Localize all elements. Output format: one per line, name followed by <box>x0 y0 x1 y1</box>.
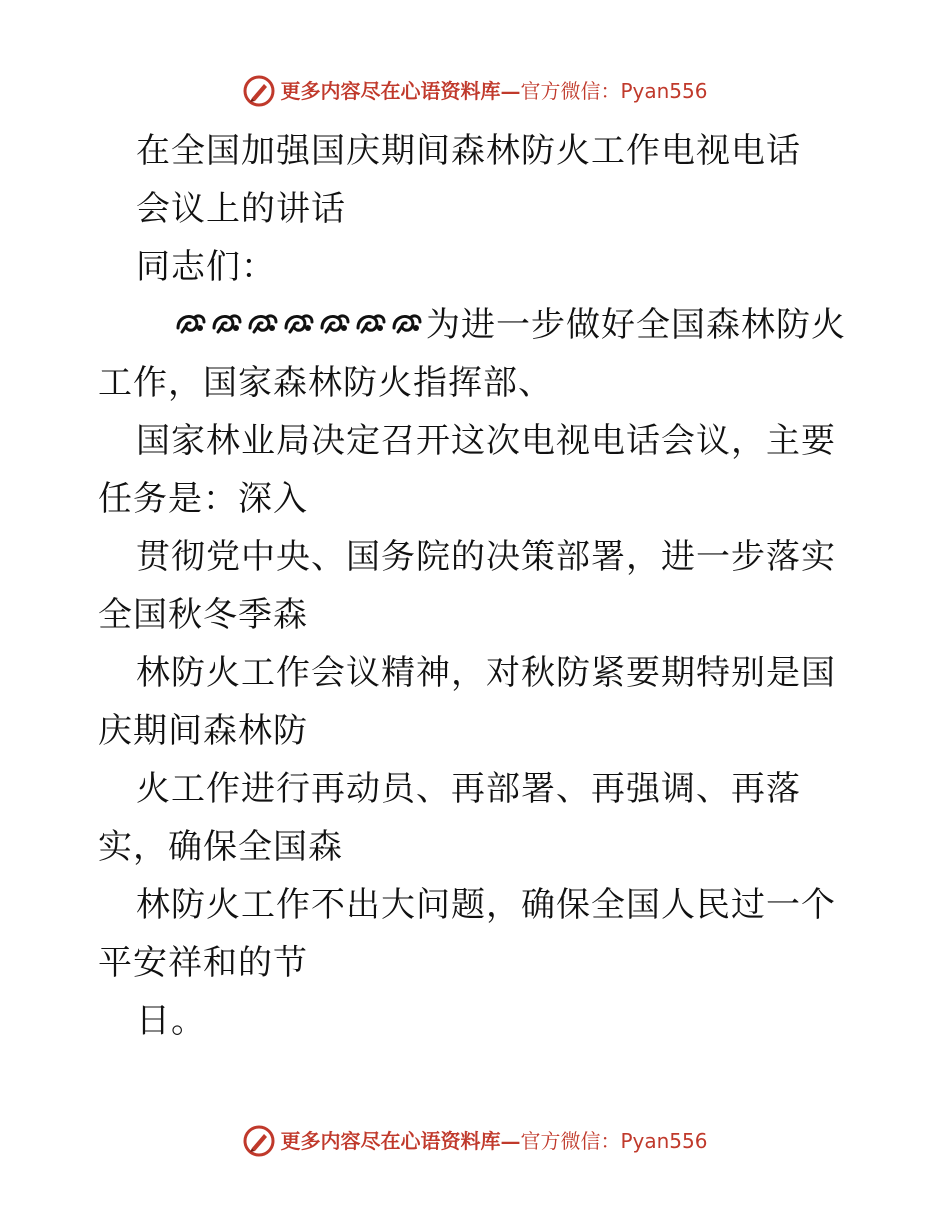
banner-sub-text: 官方微信：Pyan556 <box>520 1129 708 1153</box>
pen-logo-icon <box>242 1124 276 1158</box>
banner-sub-text: 官方微信：Pyan556 <box>520 79 708 103</box>
fleuron-icon <box>390 306 424 340</box>
banner-main-text: 更多内容尽在心语资料库— <box>280 1129 521 1153</box>
paragraph-1-text: 为进一步做好全国森林防火工作，国家森林防火指挥部、 <box>98 305 846 403</box>
fleuron-ornaments <box>136 296 426 354</box>
paragraph-7: 日。 <box>136 1001 206 1041</box>
footer-banner <box>0 1124 950 1158</box>
fleuron-icon <box>354 306 388 340</box>
paragraph-3: 贯彻党中央、国务院的决策部署，进一步落实全国秋冬季森 <box>98 537 836 635</box>
title-line-2: 会议上的讲话 <box>136 189 346 229</box>
salutation: 同志们： <box>136 247 276 287</box>
title-line-1: 在全国加强国庆期间森林防火工作电视电话 <box>136 131 801 171</box>
fleuron-icon <box>318 306 352 340</box>
paragraph-4: 林防火工作会议精神，对秋防紧要期特别是国庆期间森林防 <box>98 653 836 751</box>
document-body <box>98 122 868 1050</box>
fleuron-icon <box>282 306 316 340</box>
banner-main-text: 更多内容尽在心语资料库— <box>280 79 521 103</box>
fleuron-icon <box>174 306 208 340</box>
header-banner <box>0 74 950 108</box>
paragraph-5: 火工作进行再动员、再部署、再强调、再落实，确保全国森 <box>98 769 801 867</box>
fleuron-icon <box>210 306 244 340</box>
paragraph-2: 国家林业局决定召开这次电视电话会议，主要任务是：深入 <box>98 421 836 519</box>
paragraph-6: 林防火工作不出大问题，确保全国人民过一个平安祥和的节 <box>98 885 836 983</box>
fleuron-icon <box>246 306 280 340</box>
pen-logo-icon <box>242 74 276 108</box>
paragraph-1 <box>98 296 868 412</box>
